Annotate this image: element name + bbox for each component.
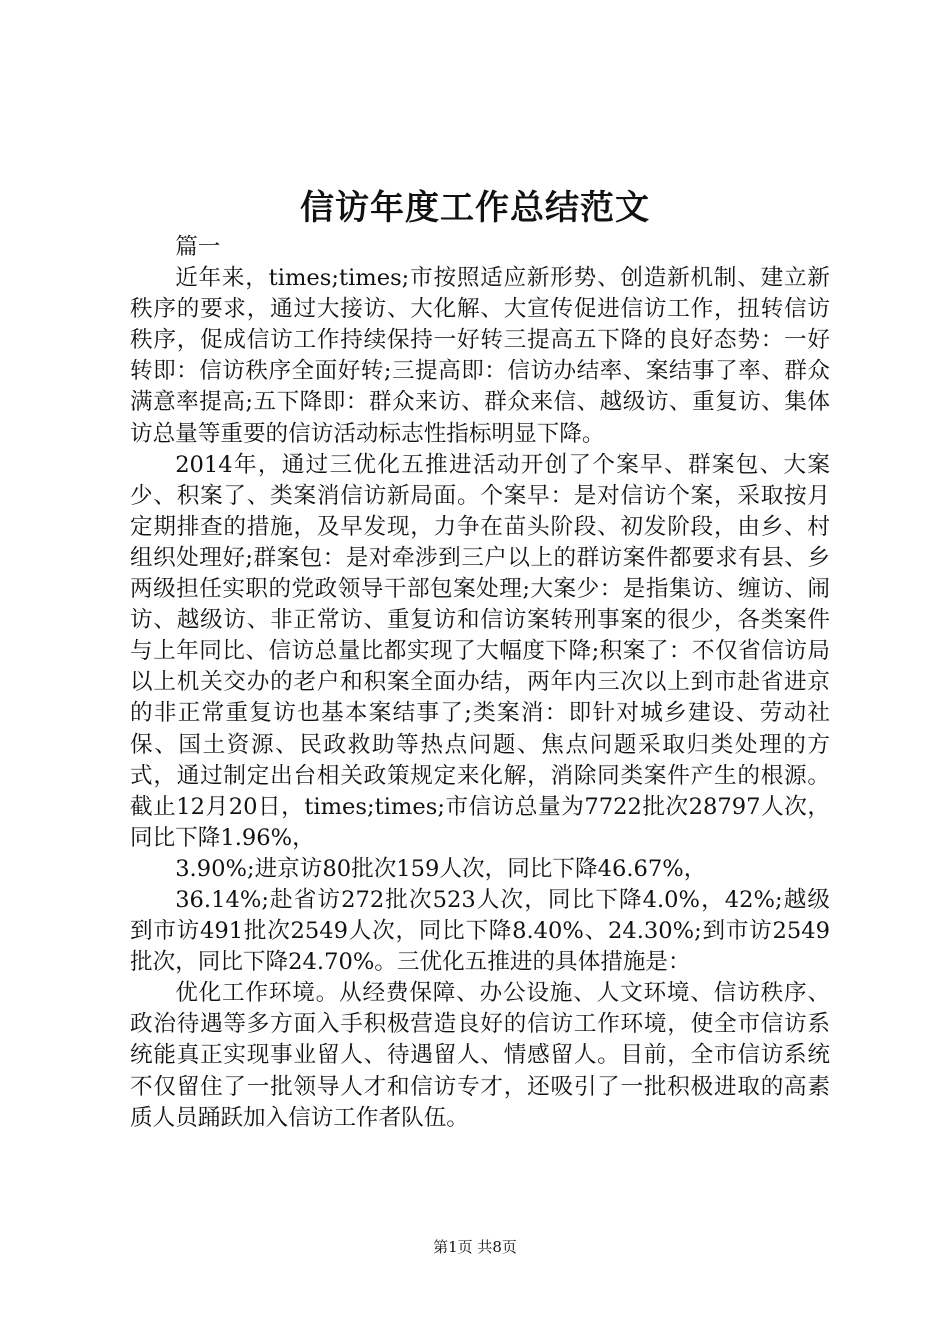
paragraph: 2014年，通过三优化五推进活动开创了个案早、群案包、大案少、积案了、类案消信访新局面。个案早：是对信访个案，采取按月定期排查的措施，及早发现，力争在苗头阶段、初发阶段，由乡、村组织处理好;群案包：是对牵涉到三户以上的群访案件都要求有县、乡两级担任实职的党政领导干部包案处理;大案少：是指集访、缠访、闹访、越级访、非正常访、重复访和信访案转刑事案的很少，各类案件与上年同比、信访总量比都实现了大幅度下降;积案了：不仅省信访局以上机关交办的老户和积案全面办结，两年内三次以上到市赴省进京的非正常重复访也基本案结事了;类案消：即针对城乡建设、劳动社保、国土资源、民政救助等热点问题、焦点问题采取归类处理的方式，通过制定出台相关政策规定来化解，消除同类案件产生的根源。截止12月20日，times;times;市信访总量为7722批次28797人次，同比下降1.96%， [130, 451, 830, 851]
paragraph: 36.14%;赴省访272批次523人次，同比下降4.0%，42%;越级到市访491批次2549人次，同比下降8.40%、24.30%;到市访2549批次，同比下降24.70%。三优化五推进的具体措施是： [130, 886, 830, 976]
paragraph: 3.90%;进京访80批次159人次，同比下降46.67%， [175, 855, 707, 882]
document-body [130, 232, 830, 1134]
section-heading: 篇一 [175, 234, 221, 260]
paragraph: 优化工作环境。从经费保障、办公设施、人文环境、信访秩序、政治待遇等多方面入手积极营造良好的信访工作环境，使全市信访系统能真正实现事业留人、待遇留人、情感留人。目前，全市信访系统不仅留住了一批领导人才和信访专才，还吸引了一批积极进取的高素质人员踊跃加入信访工作者队伍。 [130, 980, 830, 1131]
document-title: 信访年度工作总结范文 [300, 188, 650, 228]
page-number-footer: 第1页 共8页 [433, 1238, 517, 1256]
paragraph: 近年来，times;times;市按照适应新形势、创造新机制、建立新秩序的要求，通过大接访、大化解、大宣传促进信访工作，扭转信访秩序，促成信访工作持续保持一好转三提高五下降的良好态势：一好转即：信访秩序全面好转;三提高即：信访办结率、案结事了率、群众满意率提高;五下降即：群众来访、群众来信、越级访、重复访、集体访总量等重要的信访活动标志性指标明显下降。 [130, 265, 830, 447]
